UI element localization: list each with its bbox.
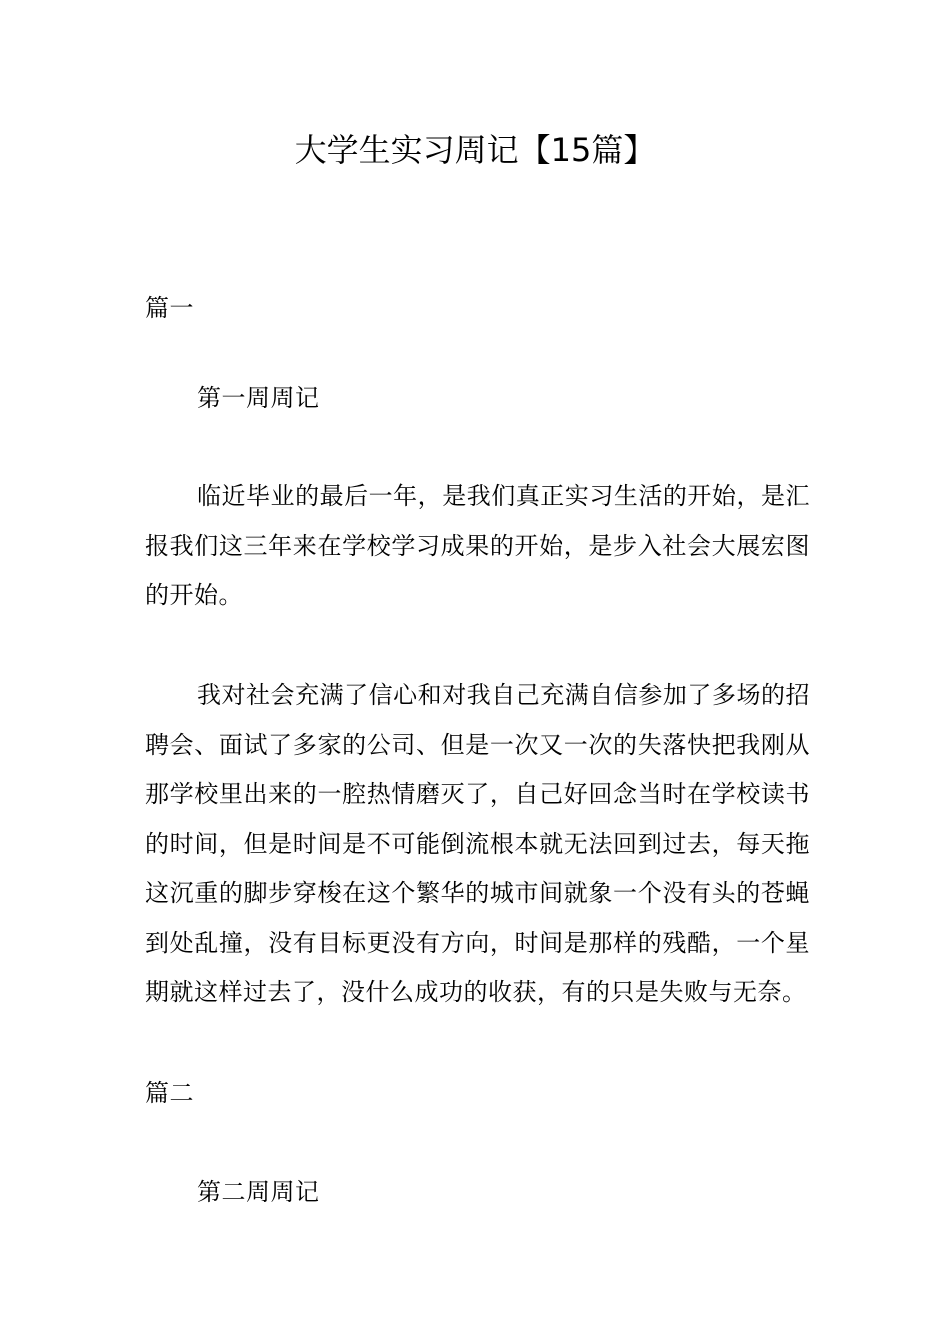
section-label-2: 篇二 (145, 1079, 194, 1107)
section-heading-1: 第一周周记 (197, 384, 320, 412)
paragraph-2: 我对社会充满了信心和对我自己充满自信参加了多场的招聘会、面试了多家的公司、但是一次又一次的失落快把我刚从那学校里出来的一腔热情磨灭了，自己好回念当时在学校读书的时间，但是时间是不可能倒流根本就无法回到过去，每天拖这沉重的脚步穿梭在这个繁华的城市间就象一个没有头的苍蝇到处乱撞，没有目标更没有方向，时间是那样的残酷，一个星期就这样过去了，没什么成功的收获，有的只是失败与无奈。 (145, 681, 810, 1006)
paragraph-1: 临近毕业的最后一年，是我们真正实习生活的开始，是汇报我们这三年来在学校学习成果的开始，是步入社会大展宏图的开始。 (145, 482, 810, 609)
section-label-1: 篇一 (145, 294, 194, 322)
document-title: 大学生实习周记【15篇】 (294, 131, 656, 169)
section-heading-2: 第二周周记 (197, 1178, 320, 1206)
